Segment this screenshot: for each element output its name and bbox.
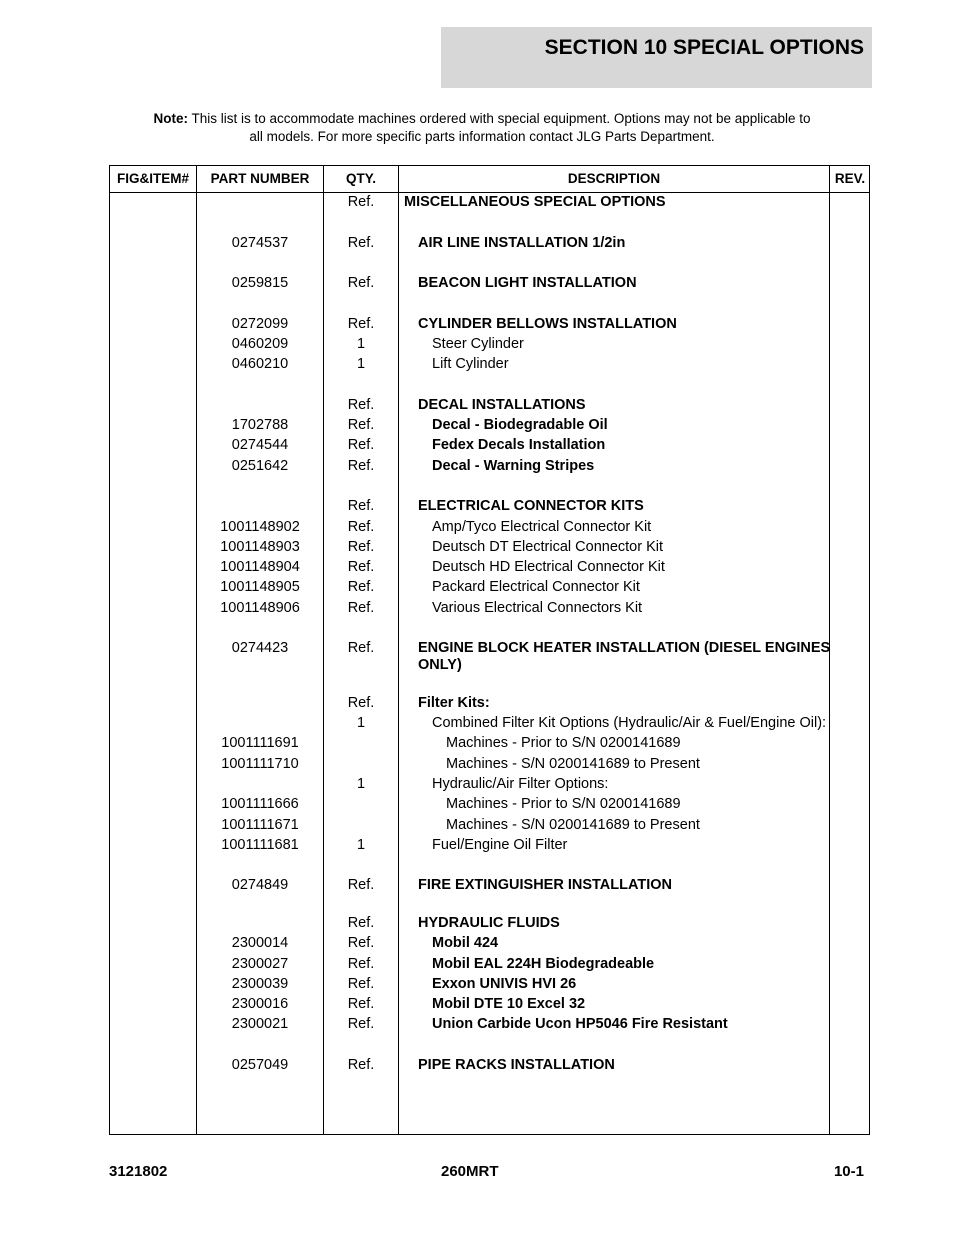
part-number-cell: 0460210 (231, 356, 289, 372)
table-row (110, 273, 869, 293)
table-row (110, 974, 869, 994)
qty-cell: 1 (356, 776, 366, 792)
qty-cell: Ref. (347, 877, 375, 893)
description-cell: Mobil 424 (432, 935, 499, 951)
part-number-cell: 2300016 (231, 996, 289, 1012)
part-number-cell: 0251642 (231, 458, 289, 474)
table-row (110, 994, 869, 1014)
table-row (110, 1014, 869, 1034)
qty-cell: Ref. (347, 600, 375, 616)
description-cell: Steer Cylinder (432, 336, 524, 352)
table-row (110, 415, 869, 435)
footer-model: 260MRT (441, 1163, 499, 1180)
table-row (110, 496, 869, 516)
description-cell: Filter Kits: (418, 695, 490, 711)
part-number-cell: 0259815 (231, 275, 289, 291)
qty-cell: Ref. (347, 437, 375, 453)
table-row (110, 1055, 869, 1075)
part-number-cell: 1702788 (231, 417, 289, 433)
table-row (110, 713, 869, 733)
qty-cell: Ref. (347, 235, 375, 251)
table-row (110, 598, 869, 618)
part-number-cell: 0274537 (231, 235, 289, 251)
qty-cell: Ref. (347, 640, 375, 656)
qty-cell: 1 (356, 356, 366, 372)
footer-page-number: 10-1 (833, 1163, 864, 1180)
part-number-cell: 2300021 (231, 1016, 289, 1032)
col-header-description: DESCRIPTION (567, 171, 661, 186)
description-cell: PIPE RACKS INSTALLATION (418, 1057, 615, 1073)
description-cell: MISCELLANEOUS SPECIAL OPTIONS (404, 194, 666, 210)
table-row (110, 875, 869, 895)
table-row (110, 693, 869, 713)
part-number-cell: 0272099 (231, 316, 289, 332)
description-cell: Combined Filter Kit Options (Hydraulic/Air & Fuel/Engine Oil): (432, 715, 827, 731)
part-number-cell: 1001148906 (220, 600, 300, 616)
part-number-cell: 1001111710 (221, 756, 299, 772)
part-number-cell: 0460209 (231, 336, 289, 352)
table-row (110, 456, 869, 476)
qty-cell: Ref. (347, 976, 375, 992)
col-header-part-number: PART NUMBER (210, 171, 310, 186)
qty-cell: Ref. (347, 1057, 375, 1073)
qty-cell: Ref. (347, 275, 375, 291)
table-row (110, 435, 869, 455)
description-cell: Decal - Biodegradable Oil (432, 417, 608, 433)
description-cell: Machines - S/N 0200141689 to Present (446, 817, 700, 833)
table-row (110, 638, 869, 678)
qty-cell: Ref. (347, 539, 375, 555)
table-row (110, 354, 869, 374)
description-cell: Hydraulic/Air Filter Options: (432, 776, 609, 792)
description-cell: ENGINE BLOCK HEATER INSTALLATION (DIESEL ENGINES ONLY) (418, 640, 831, 673)
qty-cell: Ref. (347, 498, 375, 514)
table-row (110, 774, 869, 794)
note-label: Note: (153, 111, 188, 126)
table-row (110, 233, 869, 253)
description-cell: Machines - S/N 0200141689 to Present (446, 756, 700, 772)
description-cell: Machines - Prior to S/N 0200141689 (446, 796, 681, 812)
table-row (110, 517, 869, 537)
description-cell: Deutsch HD Electrical Connector Kit (432, 559, 665, 575)
table-row (110, 794, 869, 814)
qty-cell: Ref. (347, 579, 375, 595)
note-text: This list is to accommodate machines ordered with special equipment. Options may not be applicable to all models. For more specific parts information contact JLG Parts Department. (187, 111, 811, 144)
qty-cell: Ref. (347, 519, 375, 535)
description-cell: HYDRAULIC FLUIDS (418, 915, 560, 931)
qty-cell: Ref. (347, 194, 375, 210)
description-cell: DECAL INSTALLATIONS (418, 397, 586, 413)
table-row (110, 913, 869, 933)
qty-cell: Ref. (347, 996, 375, 1012)
part-number-cell: 1001148902 (220, 519, 300, 535)
part-number-cell: 2300039 (231, 976, 289, 992)
qty-cell: 1 (356, 336, 366, 352)
qty-cell: Ref. (347, 935, 375, 951)
description-cell: ELECTRICAL CONNECTOR KITS (418, 498, 644, 514)
table-row (110, 557, 869, 577)
description-cell: Mobil EAL 224H Biodegradeable (432, 956, 655, 972)
description-cell: FIRE EXTINGUISHER INSTALLATION (418, 877, 673, 893)
part-number-cell: 1001148903 (220, 539, 300, 555)
table-row (110, 334, 869, 354)
part-number-cell: 2300014 (231, 935, 289, 951)
parts-table (109, 165, 870, 1135)
table-row (110, 815, 869, 835)
part-number-cell: 0274849 (231, 877, 289, 893)
qty-cell: 1 (356, 715, 366, 731)
col-header-rev: REV. (834, 171, 866, 186)
section-title: SECTION 10 SPECIAL OPTIONS (544, 36, 864, 59)
description-cell: CYLINDER BELLOWS INSTALLATION (418, 316, 677, 332)
part-number-cell: 1001148904 (220, 559, 300, 575)
description-cell: Mobil DTE 10 Excel 32 (432, 996, 586, 1012)
qty-cell: Ref. (347, 316, 375, 332)
part-number-cell: 0274544 (231, 437, 289, 453)
description-cell: Deutsch DT Electrical Connector Kit (432, 539, 664, 555)
qty-cell: Ref. (347, 458, 375, 474)
description-cell: Fuel/Engine Oil Filter (432, 837, 568, 853)
col-header-qty: QTY. (345, 171, 376, 186)
part-number-cell: 2300027 (231, 956, 289, 972)
table-row (110, 192, 869, 212)
qty-cell: Ref. (347, 397, 375, 413)
description-cell: Packard Electrical Connector Kit (432, 579, 640, 595)
table-row (110, 314, 869, 334)
table-row (110, 933, 869, 953)
qty-cell: Ref. (347, 1016, 375, 1032)
qty-cell: Ref. (347, 695, 375, 711)
col-header-fig-item: FIG&ITEM# (116, 171, 189, 186)
description-cell: Exxon UNIVIS HVI 26 (432, 976, 577, 992)
description-cell: BEACON LIGHT INSTALLATION (418, 275, 637, 291)
qty-cell: Ref. (347, 956, 375, 972)
description-cell: Union Carbide Ucon HP5046 Fire Resistant (432, 1016, 728, 1032)
part-number-cell: 0274423 (231, 640, 289, 656)
description-cell: Decal - Warning Stripes (432, 458, 595, 474)
qty-cell: 1 (356, 837, 366, 853)
description-cell: Amp/Tyco Electrical Connector Kit (432, 519, 652, 535)
part-number-cell: 1001148905 (220, 579, 300, 595)
part-number-cell: 1001111681 (221, 837, 299, 853)
table-row (110, 754, 869, 774)
note-paragraph (150, 110, 814, 146)
section-header (441, 27, 872, 88)
description-cell: Machines - Prior to S/N 0200141689 (446, 735, 681, 751)
description-cell: Fedex Decals Installation (432, 437, 606, 453)
table-row (110, 954, 869, 974)
qty-cell: Ref. (347, 915, 375, 931)
table-row (110, 537, 869, 557)
part-number-cell: 1001111691 (221, 735, 299, 751)
description-cell: Various Electrical Connectors Kit (432, 600, 643, 616)
footer-doc-number: 3121802 (109, 1163, 168, 1180)
description-cell: Lift Cylinder (432, 356, 509, 372)
description-cell: AIR LINE INSTALLATION 1/2in (418, 235, 626, 251)
part-number-cell: 0257049 (231, 1057, 289, 1073)
table-row (110, 835, 869, 855)
table-row (110, 395, 869, 415)
part-number-cell: 1001111671 (221, 817, 299, 833)
part-number-cell: 1001111666 (221, 796, 299, 812)
table-row (110, 577, 869, 597)
table-row (110, 733, 869, 753)
qty-cell: Ref. (347, 559, 375, 575)
qty-cell: Ref. (347, 417, 375, 433)
